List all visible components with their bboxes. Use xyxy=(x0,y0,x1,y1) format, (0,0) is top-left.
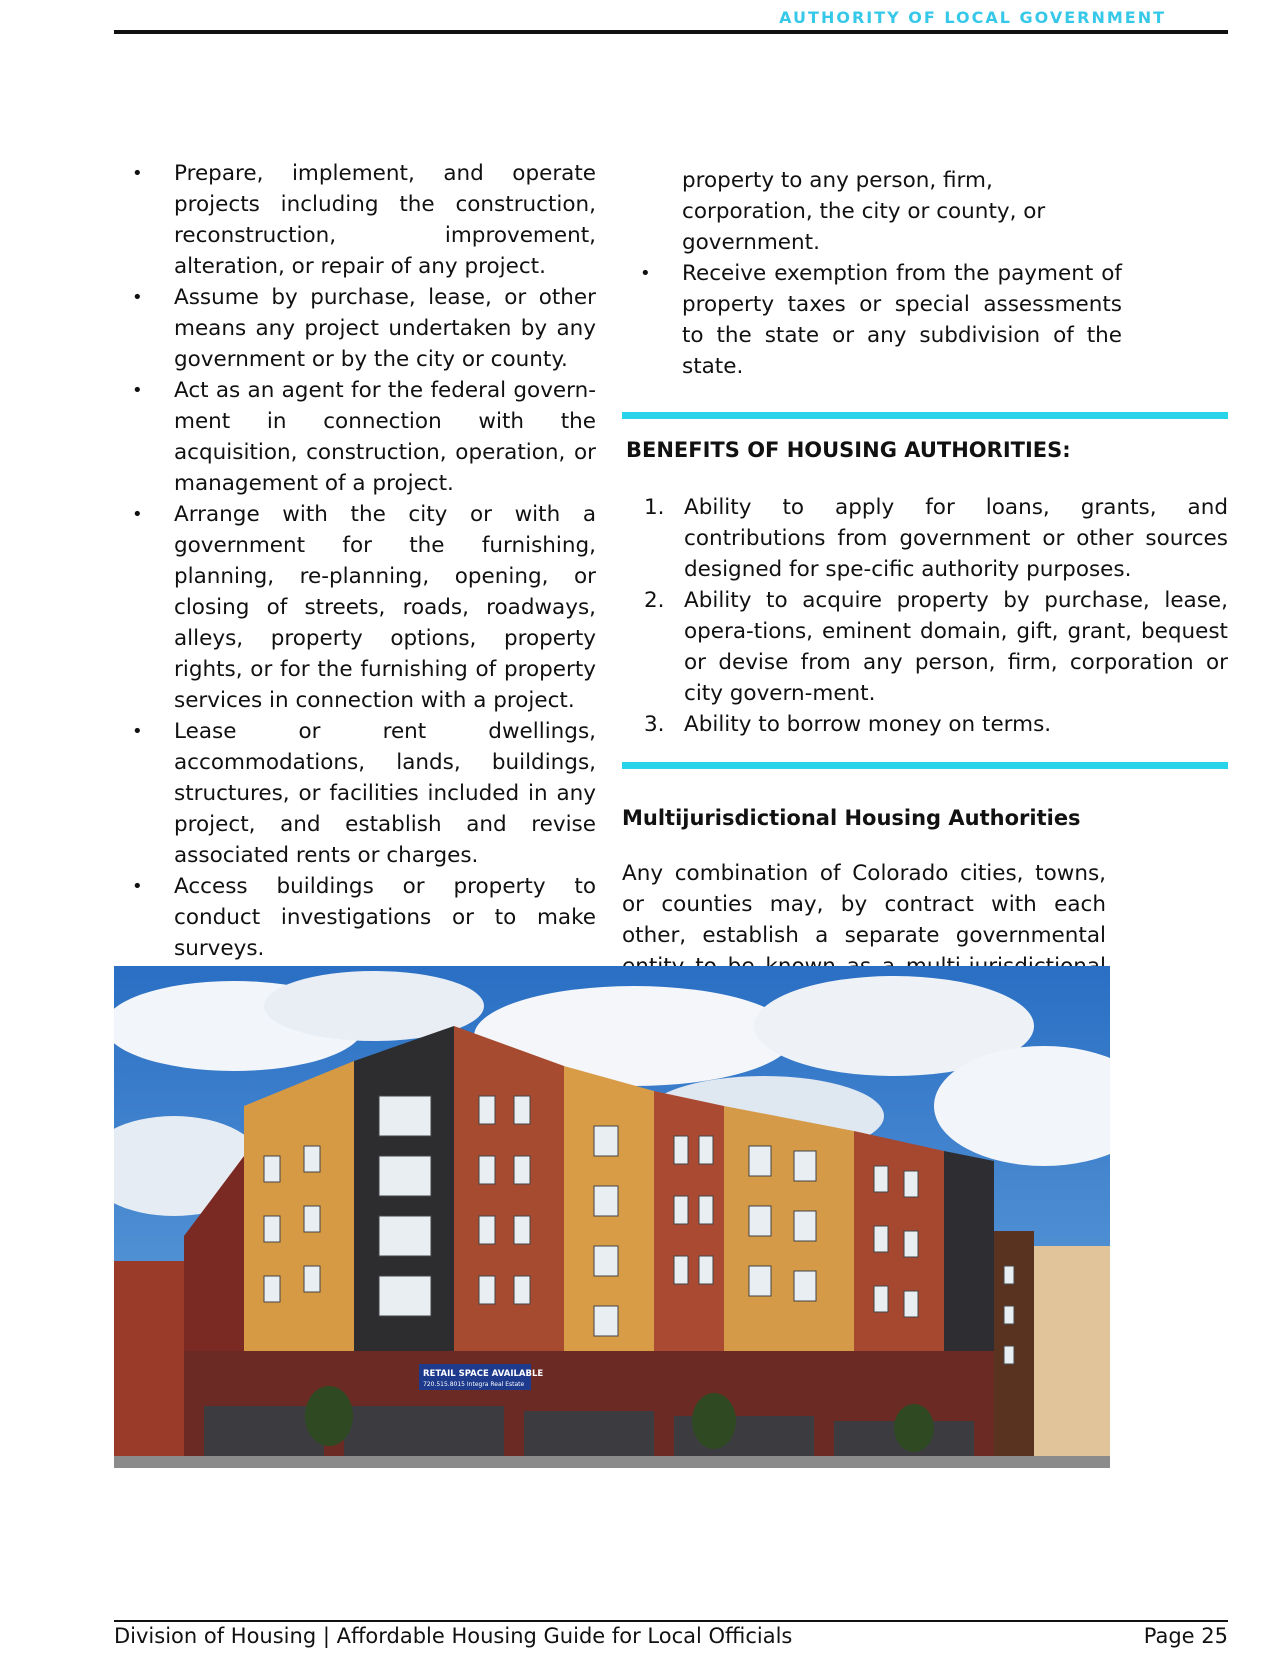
authority-powers-list xyxy=(114,158,596,1026)
list-continuation: property to any person, firm, corporation, the city or county, or government. xyxy=(682,168,1046,255)
list-item: • Lease or rent dwellings, accommodations, lands, buildings, structures, or facilities included in any project, and establish and revise associated rents or charges. xyxy=(114,716,596,871)
retail-sign-text: RETAIL SPACE AVAILABLE xyxy=(423,1369,544,1379)
list-item: • Arrange with the city or with a government for the furnishing, planning, re-planning, opening, or closing of streets, roads, roadways, alleys, property options, property rights, or for the furnishing of property services in connection with a project. xyxy=(114,499,596,716)
benefits-heading: BENEFITS OF HOUSING AUTHORITIES: xyxy=(626,438,1071,462)
subsection-heading: Multijurisdictional Housing Authorities xyxy=(622,806,1081,830)
list-item: 3. Ability to borrow money on terms. xyxy=(644,712,1052,737)
list-item: • Receive exemption from the payment of property taxes or special assessments to the state or any subdivision of the state. xyxy=(622,258,1122,382)
left-column xyxy=(114,158,596,1026)
retail-sign-phone: 720.515.8015 Integra Real Estate xyxy=(423,1381,525,1388)
footer-rule xyxy=(114,1620,1228,1622)
section-divider xyxy=(622,762,1228,769)
list-item: • Prepare, implement, and operate projects including the construction, reconstruction, improvement, alteration, or repair of any project. xyxy=(114,158,596,282)
running-header: AUTHORITY OF LOCAL GOVERNMENT xyxy=(779,8,1166,27)
page-number: Page 25 xyxy=(1143,1624,1228,1648)
list-item: • Access buildings or property to conduct investigations or to make surveys. xyxy=(114,871,596,964)
building-photo xyxy=(114,966,1110,1468)
list-item: 2. Ability to acquire property by purchase, lease, opera-tions, eminent domain, gift, grant, bequest or devise from any person, firm, corporation or city govern-ment. xyxy=(644,588,1228,706)
right-column xyxy=(622,165,1228,1013)
list-item: • Act as an agent for the federal govern-ment in connection with the acquisition, construction, operation, or management of a project. xyxy=(114,375,596,499)
header-rule xyxy=(114,30,1228,34)
list-item: 1. Ability to apply for loans, grants, and contributions from government or other sources designed for spe-cific authority purposes. xyxy=(644,495,1228,582)
benefits-list xyxy=(622,492,1228,740)
body-paragraph: Any combination of Colorado cities, towns, or counties may, by contract with each other, establish a separate governmental xyxy=(622,861,1106,948)
section-divider xyxy=(622,412,1228,419)
list-item: • Assume by purchase, lease, or other means any project undertaken by any government or by the city or county. xyxy=(114,282,596,375)
footer-title: Division of Housing | Affordable Housing Guide for Local Officials xyxy=(114,1624,793,1648)
